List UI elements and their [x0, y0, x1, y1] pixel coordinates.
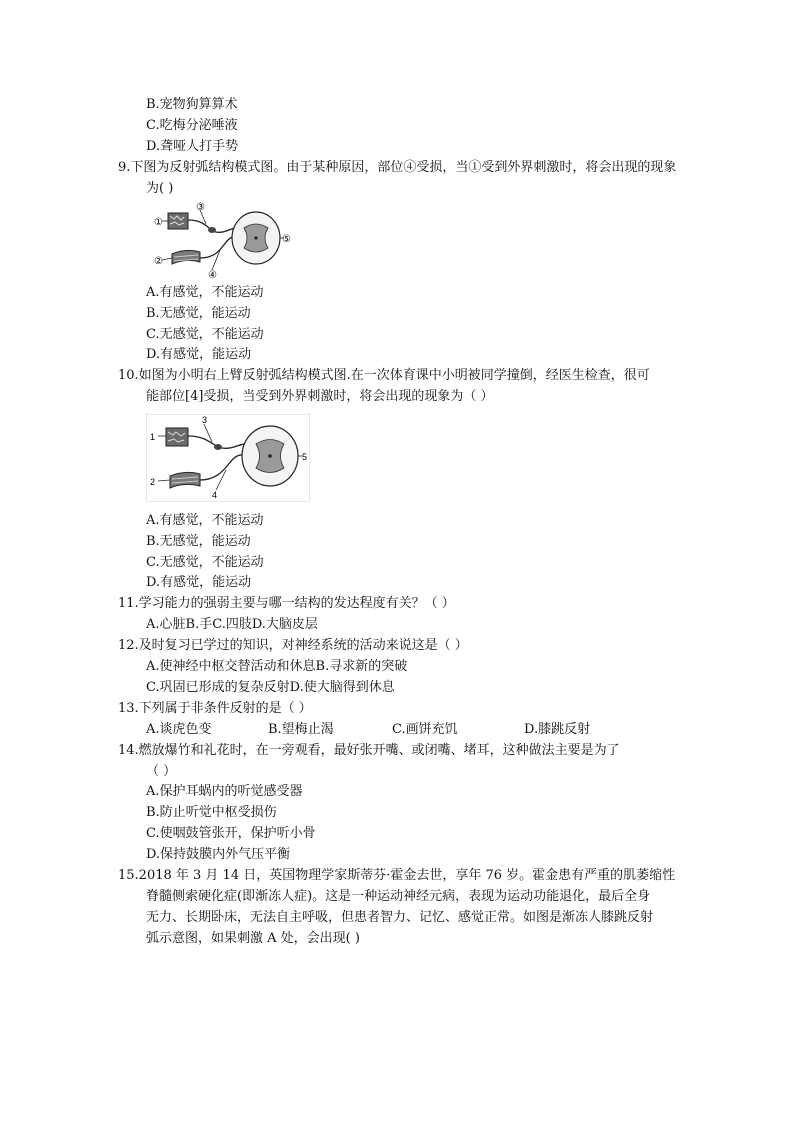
q10-reflex-arc-diagram — [146, 414, 310, 502]
q10-stem-line1: 10.如图为小明右上臂反射弧结构模式图.在一次体育课中小明被同学撞倒，经医生检查，很可 — [118, 368, 650, 383]
q13-option-b: B.望梅止渴 — [268, 722, 334, 737]
q9-option-b: B.无感觉，能运动 — [146, 306, 251, 321]
q10-option-b: B.无感觉，能运动 — [146, 534, 251, 549]
q9-option-c: C.无感觉，不能运动 — [146, 327, 264, 342]
q9-stem-line1: 9.下图为反射弧结构模式图。由于某种原因，部位④受损，当①受到外界刺激时，将会出现的现象 — [118, 160, 677, 175]
q13-stem: 13.下列属于非条件反射的是（ ） — [118, 701, 312, 716]
q14-option-d: D.保持鼓膜内外气压平衡 — [146, 847, 291, 862]
q8-option-d: D.聋哑人打手势 — [146, 139, 239, 154]
q10-receptor-shape — [166, 428, 188, 446]
q9-fig-label-4: ④ — [208, 270, 217, 280]
q8-option-c: C.吃梅分泌唾液 — [146, 118, 238, 133]
q8-option-b: B.宠物狗算算术 — [146, 97, 238, 112]
q9-fig-label-2: ② — [154, 256, 163, 267]
q10-option-c: C.无感觉，不能运动 — [146, 555, 264, 570]
q13-option-a: A.谈虎色变 — [146, 722, 212, 737]
q10-stem-line2: 能部位[4]受损，当受到外界刺激时，将会出现的现象为（ ） — [146, 389, 494, 404]
q15-stem-line1: 15.2018 年 3 月 14 日，英国物理学家斯蒂芬·霍金去世，享年 76 岁。霍金患有严重的肌萎缩性 — [118, 868, 676, 883]
q13-option-d: D.膝跳反射 — [524, 722, 591, 737]
q11-options: A.心脏B.手C.四肢D.大脑皮层 — [146, 617, 318, 632]
q10-fig-label-2: 2 — [150, 477, 156, 487]
q9-reflex-arc-diagram — [146, 200, 294, 280]
q9-reflex-arc-figure — [146, 200, 294, 280]
q12-options-line1: A.使神经中枢交替活动和休息B.寻求新的突破 — [146, 659, 408, 674]
q14-option-b: B.防止听觉中枢受损伤 — [146, 805, 277, 820]
q9-option-d: D.有感觉，能运动 — [146, 347, 252, 362]
q10-fig-label-5: 5 — [302, 452, 308, 462]
q9-stem-line2: 为( ) — [146, 181, 174, 196]
q10-fig-label-4: 4 — [212, 490, 218, 500]
q10-fig-label-1: 1 — [150, 432, 156, 442]
q10-reflex-arc-figure — [146, 414, 310, 502]
q15-stem-line2: 脊髓侧索硬化症(即渐冻人症)。这是一种运动神经元病，表现为运动功能退化，最后全身 — [146, 889, 651, 904]
q15-stem-line4: 弧示意图，如果刺激 A 处，会出现( ) — [146, 931, 360, 946]
q10-fig-label-3: 3 — [202, 415, 208, 425]
q12-stem: 12.及时复习已学过的知识，对神经系统的活动来说这是（ ） — [118, 638, 468, 653]
q13-option-c: C.画饼充饥 — [392, 722, 458, 737]
q9-fig-label-5: ⑤ — [282, 234, 291, 245]
q9-receptor-shape — [168, 213, 188, 229]
q14-option-a: A.保护耳蜗内的听觉感受器 — [146, 784, 303, 799]
q12-options-line2: C.巩固已形成的复杂反射D.使大脑得到休息 — [146, 680, 395, 695]
q14-stem-line1: 14.燃放爆竹和礼花时，在一旁观看，最好张开嘴、或闭嘴、堵耳，这种做法主要是为了 — [118, 743, 620, 758]
q9-fig-label-3: ③ — [196, 202, 205, 213]
q11-stem: 11.学习能力的强弱主要与哪一结构的发达程度有关？（ ） — [118, 596, 455, 611]
q14-option-c: C.使咽鼓管张开，保护听小骨 — [146, 826, 316, 841]
q14-stem-line2: （ ） — [146, 764, 177, 779]
q9-option-a: A.有感觉，不能运动 — [146, 285, 264, 300]
q9-fig-label-1: ① — [154, 217, 163, 228]
q10-option-a: A.有感觉，不能运动 — [146, 513, 264, 528]
q10-option-d: D.有感觉，能运动 — [146, 575, 252, 590]
q15-stem-line3: 无力、长期卧床，无法自主呼吸，但患者智力、记忆、感觉正常。如图是渐冻人膝跳反射 — [146, 910, 654, 925]
